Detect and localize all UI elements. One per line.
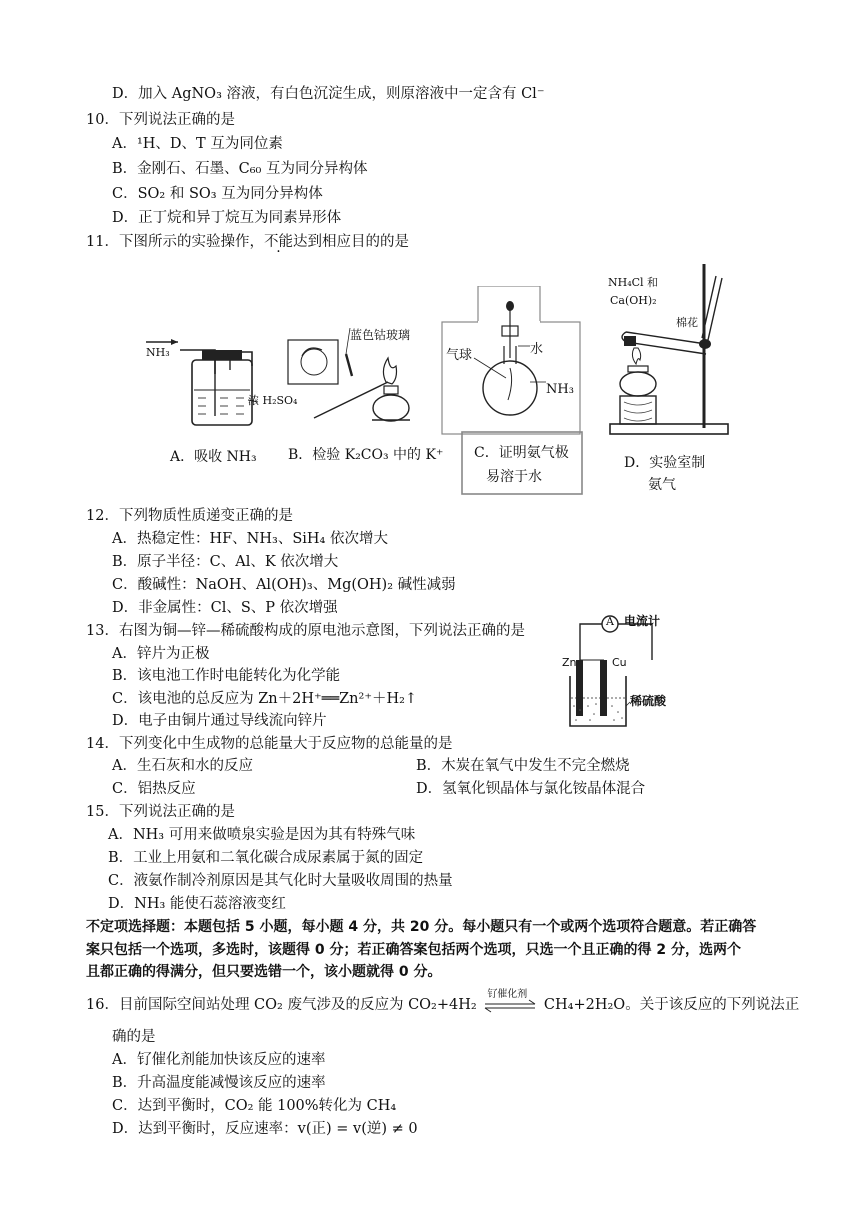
fig-d-reagent-2: Ca(OH)₂ [610,294,657,307]
q13-option-d: D．电子由铜片通过导线流向锌片 [112,713,327,729]
copper-electrode-label: Cu [612,656,627,669]
q15-option-b: B．工业上用氨和二氧化碳合成尿素属于氮的固定 [108,850,424,866]
q16-stem-continued: 确的是 [112,1029,156,1045]
fig-d-cotton-label: 棉花 [676,316,698,329]
q12-stem: 12．下列物质性质递变正确的是 [86,508,293,524]
fig-c-gas-label: NH₃ [546,382,574,397]
fig-a-gas-label: NH₃ [146,346,170,359]
q11-emphasis: 不能 [263,234,293,250]
q13-galvanic-cell-figure [556,610,696,734]
equilibrium-arrows-icon [481,995,539,1015]
reversible-arrow [481,989,539,1015]
q14-option-c: C．铝热反应 [112,781,196,797]
q10-option-c: C．SO₂ 和 SO₃ 互为同分异构体 [112,186,323,202]
q16-stem: 16．目前国际空间站处理 CO₂ 废气涉及的反应为 CO₂+4H₂ 钌催化剂 CH₄+2H₂O。关于该反应的下列说法正 [86,995,799,1015]
fig-c-caption-1: C．证明氨气极 [474,445,569,461]
acid-label: 稀硫酸 [630,694,667,708]
section-instruction-line-3: 且都正确的得满分，但只要选错一个，该小题就得 0 分。 [86,964,442,980]
q16-option-a: A．钌催化剂能加快该反应的速率 [112,1052,326,1068]
q14-option-a: A．生石灰和水的反应 [112,758,253,774]
ammeter-symbol: A [606,615,614,628]
q13-stem: 13．右图为铜—锌—稀硫酸构成的原电池示意图，下列说法正确的是 [86,623,525,639]
q16-option-c: C．达到平衡时，CO₂ 能 100%转化为 CH₄ [112,1098,397,1114]
fig-d-reagent-1: NH₄Cl 和 [608,276,659,289]
q11-stem: 11．下图所示的实验操作，不能达到相应目的的是 [86,234,409,250]
fig-a-acid-label: 浓 H₂SO₄ [248,394,298,407]
q15-option-c: C．液氨作制冷剂原因是其气化时大量吸收周围的热量 [108,873,453,889]
q10-option-d: D．正丁烷和异丁烷互为同素异形体 [112,210,342,226]
fig-d-caption-2: 氨气 [648,477,676,493]
fig-c-water-label: 水 [530,342,544,357]
q11-figure-c [424,286,594,498]
q14-stem: 14．下列变化中生成物的总能量大于反应物的总能量的是 [86,736,453,752]
fig-a-caption: A．吸收 NH₃ [170,449,257,465]
q11-figure-d [604,260,744,496]
q10-option-a: A．¹H、D、T 互为同位素 [112,136,283,152]
q12-option-b: B．原子半径：C、Al、K 依次增大 [112,554,339,570]
q12-option-c: C．酸碱性：NaOH、Al(OH)₃、Mg(OH)₂ 碱性减弱 [112,577,456,593]
q15-option-a: A．NH₃ 可用来做喷泉实验是因为其有特殊气味 [108,827,416,843]
q16-option-b: B．升高温度能减慢该反应的速率 [112,1075,326,1091]
q9-option-d: D．加入 AgNO₃ 溶液，有白色沉淀生成，则原溶液中一定含有 Cl⁻ [112,86,545,102]
section-instruction-line-2: 案只包括一个选项，多选时，该题得 0 分；若正确答案包括两个选项，只选一个且正确的得 2 分，选两个 [86,942,741,958]
q10-option-b: B．金刚石、石墨、C₆₀ 互为同分异构体 [112,161,368,177]
fig-c-caption-2: 易溶于水 [486,469,542,485]
q10-stem: 10．下列说法正确的是 [86,112,235,128]
q15-stem: 15．下列说法正确的是 [86,804,235,820]
fig-b-glass-label: 蓝色钴玻璃 [350,328,411,342]
q15-option-d: D．NH₃ 能使石蕊溶液变红 [108,896,286,912]
fig-b-caption: B．检验 K₂CO₃ 中的 K⁺ [288,447,444,463]
fig-c-balloon-label: 气球 [446,348,473,363]
q14-option-d: D．氢氧化钡晶体与氯化铵晶体混合 [416,781,646,797]
q13-option-b: B．该电池工作时电能转化为化学能 [112,668,341,684]
q12-option-d: D．非金属性：Cl、S、P 依次增强 [112,600,338,616]
section-instruction-line-1: 不定项选择题：本题包括 5 小题，每小题 4 分，共 20 分。每小题只有一个或两个选项符合题意。若正确答 [86,919,757,935]
q16-option-d: D．达到平衡时，反应速率：v(正) = v(逆) ≠ 0 [112,1121,418,1137]
catalyst-label: 钌催化剂 [487,989,528,1000]
zinc-electrode-label: Zn [562,656,577,669]
q11-figure-a [140,330,298,470]
ammeter-label: 电流计 [624,614,661,628]
fig-d-caption-1: D．实验室制 [624,455,706,471]
q13-option-c: C．该电池的总反应为 Zn＋2H⁺══Zn²⁺＋H₂↑ [112,691,418,707]
q12-option-a: A．热稳定性：HF、NH₃、SiH₄ 依次增大 [112,531,388,547]
gas-bottle-drawing [140,330,280,430]
q13-option-a: A．锌片为正极 [112,646,210,662]
q14-option-b: B．木炭在氧气中发生不完全燃烧 [416,758,630,774]
